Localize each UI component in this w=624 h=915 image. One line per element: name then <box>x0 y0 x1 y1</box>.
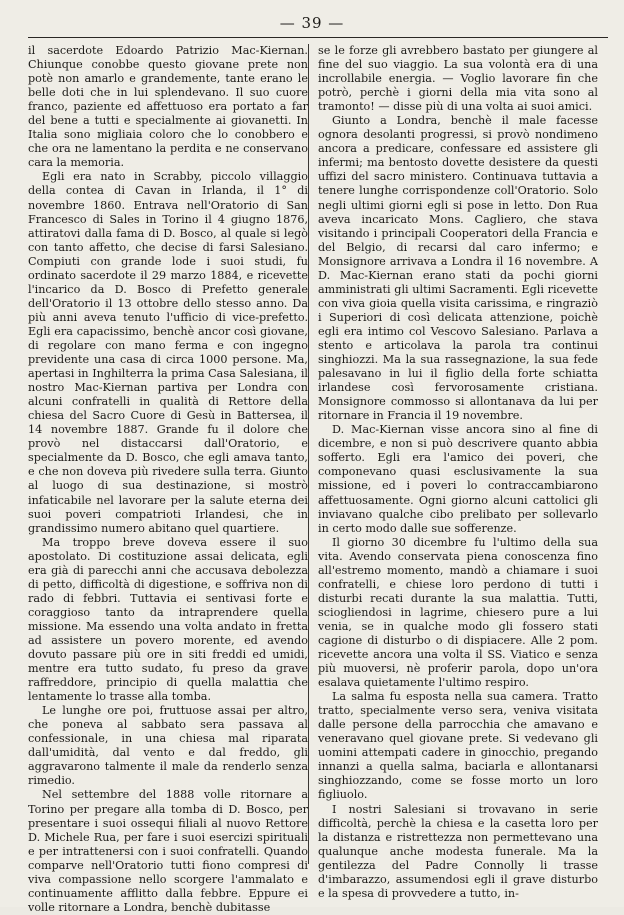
paragraph: il sacerdote Edoardo Patrizio Mac-Kiernan. Chiunque conobbe questo giovane prete non potè non amarlo e grandemente, tante erano le belle doti che in lui splendevano. Il suo cuore franco, paziente ed affettuoso era portato a far del bene a tutti e specialmente ai giovanetti. In Italia sono migliaia coloro che lo conobbero e che ora ne lamentano la perdita e ne conservano cara la memoria. <box>28 44 308 170</box>
paragraph: La salma fu esposta nella sua camera. Tratto tratto, specialmente verso sera, veniva visitata dalle persone della parrocchia che amavano e veneravano quel giovane prete. Si vedevano gli uomini attempati cadere in ginocchio, pregando innanzi a quella salma, baciarla e allontanarsi singhiozzando, come se fosse morto un loro figliuolo. <box>318 690 598 802</box>
paragraph: D. Mac-Kiernan visse ancora sino al fine di dicembre, e non si può descrivere quanto abbia sofferto. Egli era l'amico dei poveri, che componevano quasi esclusivamente la sua missione, ed i poveri lo contraccambiarono affettuosamente. Ogni giorno alcuni cattolici gli inviavano qualche cibo prelibato per sollevarlo in certo modo dalle sue sofferenze. <box>318 423 598 535</box>
paragraph: Giunto a Londra, benchè il male facesse ognora desolanti progressi, si provò nondimeno ancora a predicare, confessare ed assistere gli infermi; ma bentosto dovette desistere da questi uffizi del sacro ministero. Continuava tuttavia a tenere lunghe corrispondenze coll'Oratorio. Solo negli ultimi giorni egli si pose in letto. Don Rua aveva incaricato Mons. Cagliero, che stava visitando i principali Cooperatori della Francia e del Belgio, di recarsi dal caro infermo; e Monsignore arrivava a Londra il 16 novembre. A D. Mac-Kiernan erano stati da pochi giorni amministrati gli ultimi Sacramenti. Egli ricevette con viva gioia quella visita carissima, e ringraziò i Superiori di così delicata attenzione, poichè egli era intimo col Vescovo Salesiano. Parlava a stento e articolava la parola tra continui singhiozzi. Ma la sua rassegnazione, la sua fede palesavano in lui il figlio della forte schiatta irlandese così fervorosamente cristiana. Monsignore commosso si allontanava da lui per ritornare in Francia il 19 novembre. <box>318 114 598 423</box>
paragraph: Le lunghe ore poi, fruttuose assai per altro, che poneva al sabbato sera passava al confessionale, in una chiesa mal riparata dall'umidità, dal vento e dal freddo, gli aggravarono talmente il male da renderlo senza rimedio. <box>28 704 308 788</box>
left-column <box>28 44 308 915</box>
paragraph: I nostri Salesiani si trovavano in serie difficoltà, perchè la chiesa e la casetta loro per la distanza e ristrettezza non permettevano una qualunque anche modesta funerale. Ma la gentilezza del Padre Connolly li trasse d'imbarazzo, assumendosi egli il grave disturbo e la spesa di provvedere a tutto, in- <box>318 802 598 900</box>
paragraph: Nel settembre del 1888 volle ritornare a Torino per pregare alla tomba di D. Bosco, per presentare i suoi ossequi filiali al nuovo Rettore D. Michele Rua, per fare i suoi esercizi spirituali e per intrattenersi con i suoi confratelli. Quando comparve nell'Oratorio tutti fiono compresi di viva compassione nello scorgere l'ammalato e continuamente afflitto dalla febbre. Eppure ei volle ritornare a Londra, benchè dubitasse <box>28 788 308 914</box>
paragraph: Il giorno 30 dicembre fu l'ultimo della sua vita. Avendo conservata piena conoscenza fino all'estremo momento, mandò a chiamare i suoi confratelli, e chiese loro perdono di tutti i disturbi recati durante la sua malattia. Tutti, sciogliendosi in lagrime, chiesero pure a lui venia, se in qualche modo gli fossero stati cagione di disturbo o di dispiacere. Alle 2 pom. ricevette ancora una volta il SS. Viatico e senza più muoversi, nè proferir parola, dopo un'ora esalava quietamente l'ultimo respiro. <box>318 535 598 690</box>
paragraph: Egli era nato in Scrabby, piccolo villaggio della contea di Cavan in Irlanda, il 1° di novembre 1860. Entrava nell'Oratorio di San Francesco di Sales in Torino il 4 giugno 1876, attiratovi dalla fama di D. Bosco, al quale si legò con tanto affetto, che decise di farsi Salesiano. Compiuti con grande lode i suoi studi, fu ordinato sacerdote il 29 marzo 1884, e ricevette l'incarico da D. Bosco di Prefetto generale dell'Oratorio il 13 ottobre dello stesso anno. Da più anni aveva tenuto l'ufficio di vice-prefetto. Egli era capacissimo, benchè ancor così giovane, di regolare con mano ferma e con ingegno previdente una casa di circa 1000 persone. Ma, apertasi in Inghilterra la prima Casa Salesiana, il nostro Mac-Kiernan partiva per Londra con alcuni confratelli in qualità di Rettore della chiesa del Sacro Cuore di Gesù in Battersea, il 14 novembre 1887. Grande fu il dolore che provò nel distaccarsi dall'Oratorio, e specialmente da D. Bosco, che egli amava tanto, e che non doveva più rivedere sulla terra. Giunto al luogo di sua destinazione, si mostrò infaticabile nel lavorare per la salute eterna dei suoi poveri compatrioti Irlandesi, che in grandissimo numero abitano quel quartiere. <box>28 170 308 535</box>
header-rule <box>28 37 608 38</box>
page-number: — 39 — <box>279 14 345 32</box>
paragraph: se le forze gli avrebbero bastato per giungere al fine del suo viaggio. La sua volontà era di una incrollabile energia. — Voglio lavorare fin che potrò, perchè i giorni della mia vita sono al tramonto! — disse più di una volta ai suoi amici. <box>318 44 598 114</box>
paragraph: Ma troppo breve doveva essere il suo apostolato. Di costituzione assai delicata, egli era già di parecchi anni che accusava debolezza di petto, difficoltà di digestione, e soffriva non di rado di febbri. Tuttavia ei sentivasi forte e coraggioso tanto da intraprendere quella missione. Ma essendo una volta andato in fretta ad assistere un povero morente, ed avendo dovuto passare più ore in siti freddi ed umidi, mentre era tutto sudato, fu preso da grave raffreddore, principio di quella malattia che lentamente lo trasse alla tomba. <box>28 535 308 704</box>
right-column <box>318 44 598 901</box>
column-divider <box>308 44 309 864</box>
